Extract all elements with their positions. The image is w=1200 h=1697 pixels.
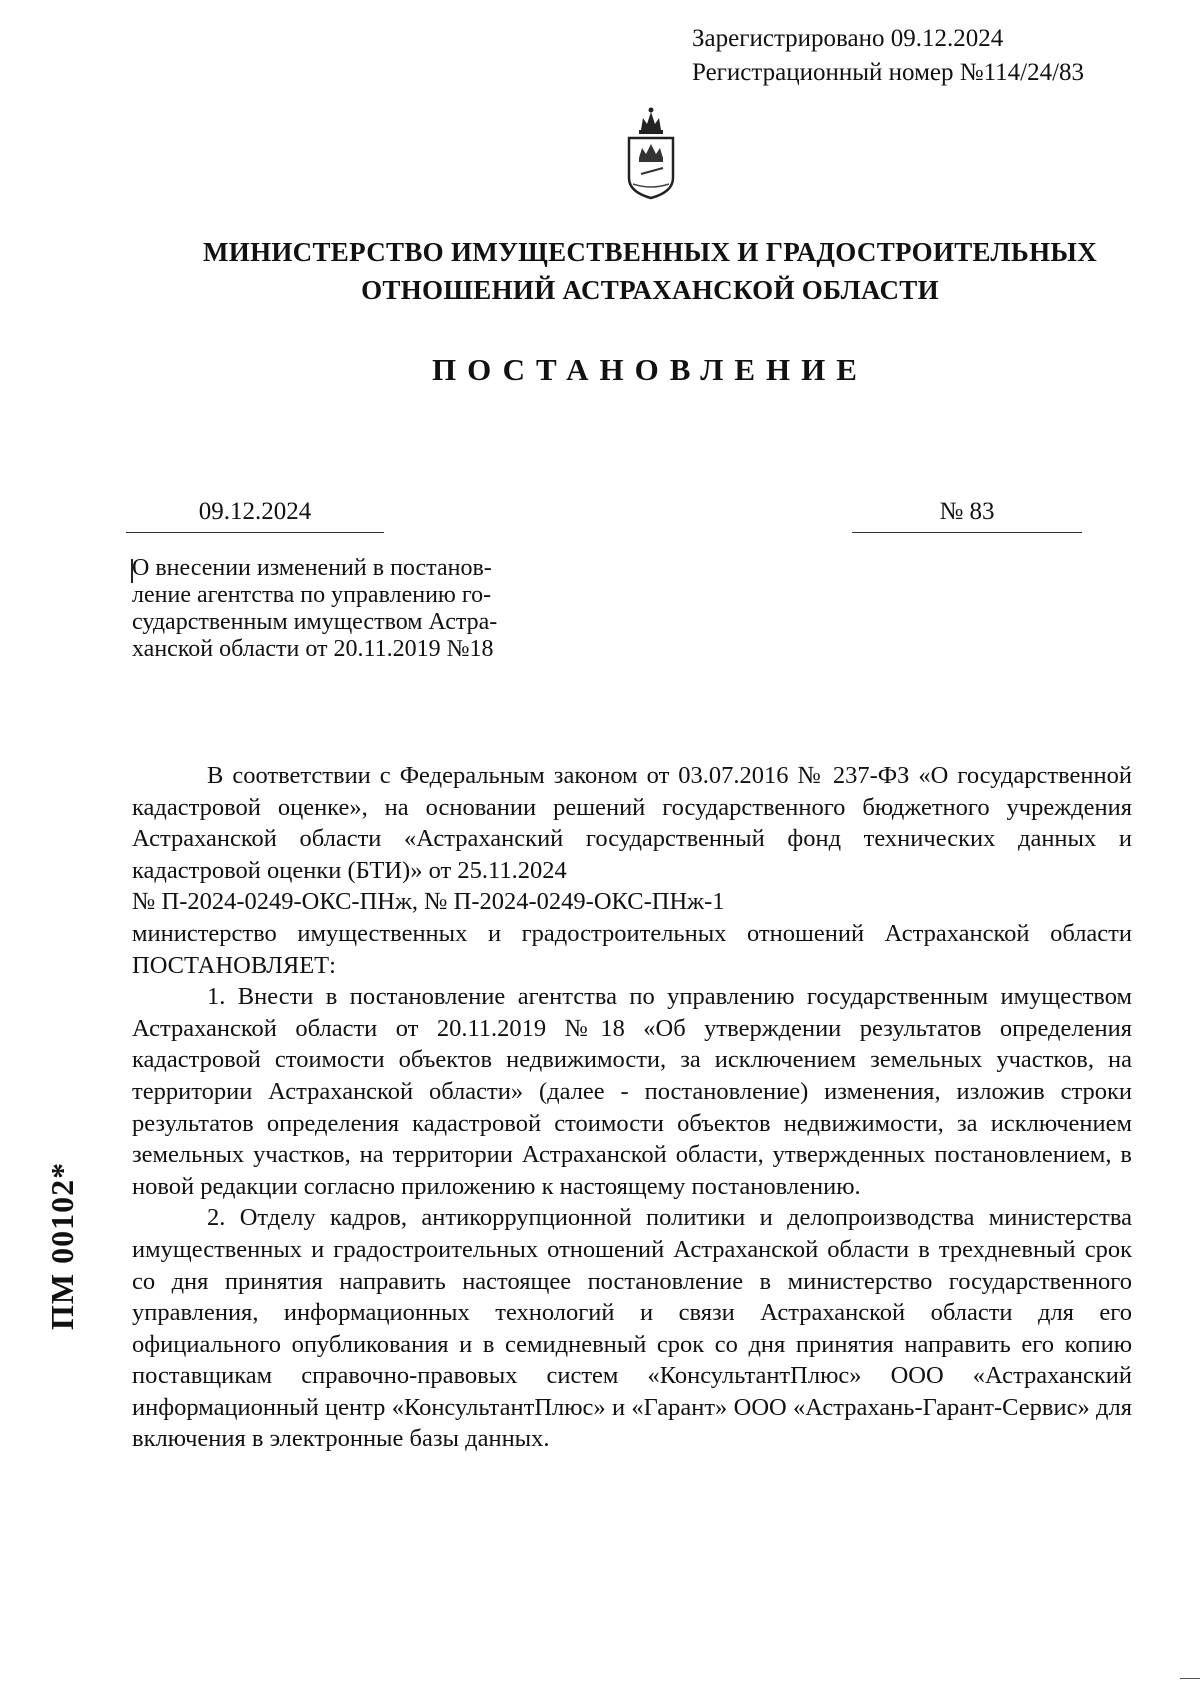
resolves-paragraph: министерство имущественных и градостроительных отношений Астраханской области ПОСТАНОВЛЯЕТ: [132,919,1132,979]
ministry-title [100,233,1200,309]
document-body [132,760,1132,1455]
document-subject [132,555,592,663]
decisions-line: № П-2024-0249-ОКС-ПНж, № П-2024-0249-ОКС-ПНж-1 [132,888,725,916]
side-form-stamp: ПМ 00102* [44,1161,80,1330]
subject-line: ханской области от 20.11.2019 №18 [132,636,494,662]
document-number: № 83 [852,496,1082,533]
astrakhan-coat-of-arms-icon [619,104,683,206]
preamble-paragraph: В соответствии с Федеральным законом от 03.07.2016 № 237-ФЗ «О государственной кадастровой оценке», на основании решений государственного бюджетного учреждения Астраханской области «Астраханский государственный фонд технических данных и кадастровой оценки (БТИ)» от 25.11.2024 [132,762,1132,884]
document-date: 09.12.2024 [126,496,384,533]
ministry-title-line1: МИНИСТЕРСТВО ИМУЩЕСТВЕННЫХ И ГРАДОСТРОИТЕЛЬНЫХ [202,237,1097,267]
subject-line: ление агентства по управлению го- [132,582,492,608]
document-type: ПОСТАНОВЛЕНИЕ [432,352,868,387]
item-2-paragraph: 2. Отделу кадров, антикоррупционной политики и делопроизводства министерства имущественных и градостроительных отношений Астраханской области в трехдневный срок со дня принятия направить настоящее постановление в министерство государственного управления, информационных технологий и связи Астраханской области для его официального опубликования и в семидневный срок со дня принятия направить его копию поставщикам справочно-правовых систем «КонсультантПлюс» ООО «Астраханский информационный центр «КонсультантПлюс» и «Гарант» ООО «Астрахань-Гарант-Сервис» для включения в электронные базы данных. [132,1204,1132,1453]
registration-block [692,22,1084,90]
ministry-title-line2: ОТНОШЕНИЙ АСТРАХАНСКОЙ ОБЛАСТИ [361,275,939,305]
page-edge-mark [1180,1678,1200,1679]
item-1-paragraph: 1. Внести в постановление агентства по управлению государственным имуществом Астраханской области от 20.11.2019 №18 «Об утверждении результатов определения кадастровой стоимости объектов недвижимости, за исключением земельных участков, на территории Астраханской области» (далее - постановление) изменения, изложив строки результатов определения кадастровой стоимости объектов недвижимости, за исключением земельных участков, на территории Астраханской области, утвержденных постановлением, в новой редакции согласно приложению к настоящему постановлению. [132,983,1132,1200]
registration-number: Регистрационный номер №114/24/83 [692,59,1085,86]
subject-line: сударственным имуществом Астра- [132,609,498,635]
registration-date: Зарегистрировано 09.12.2024 [692,25,1004,52]
subject-line: О внесении изменений в постанов- [132,555,492,581]
